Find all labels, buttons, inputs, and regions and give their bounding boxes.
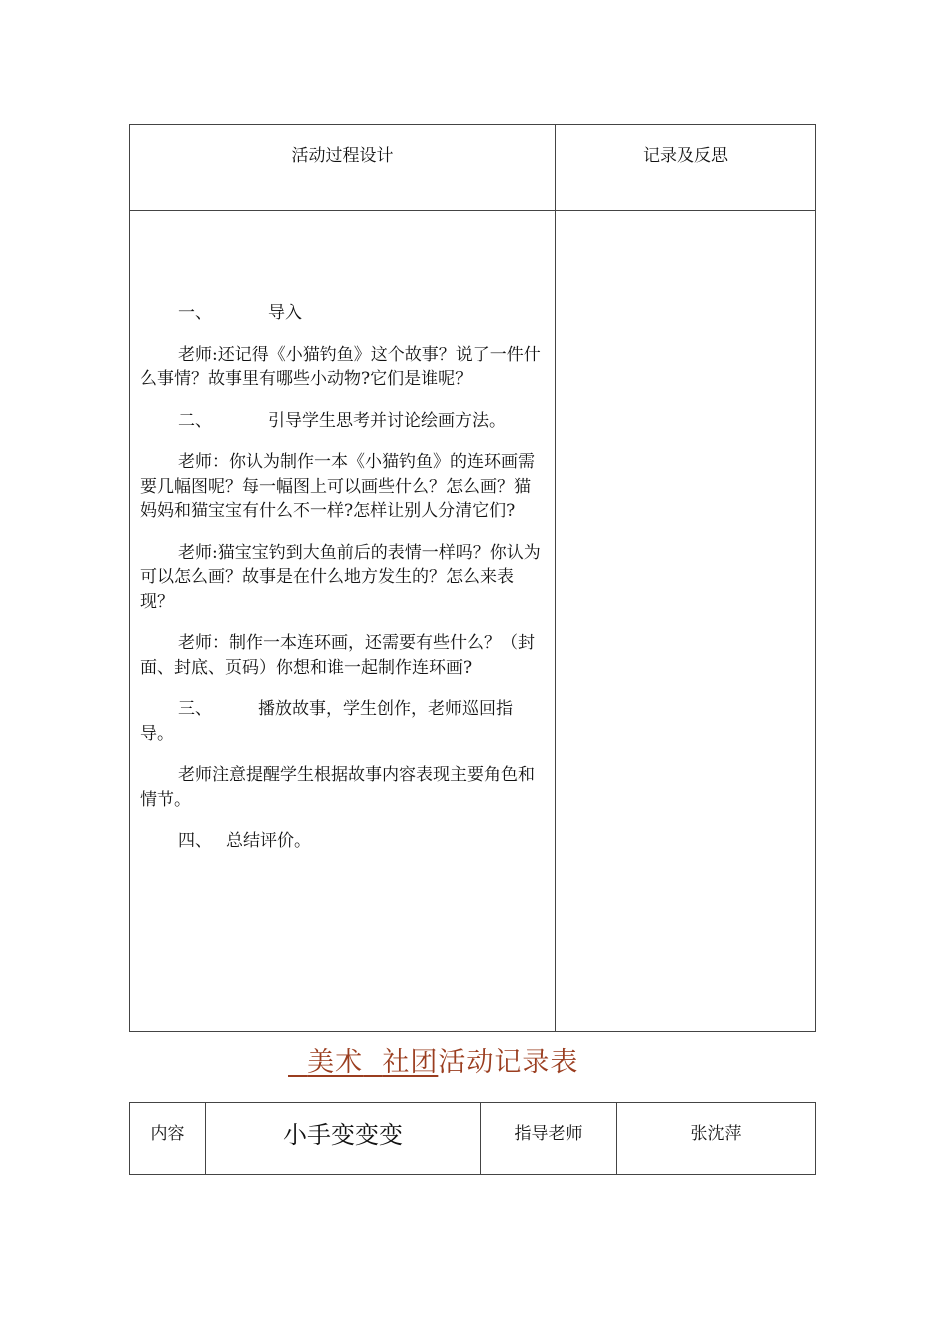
section-number: 一、 bbox=[178, 303, 212, 323]
paragraph-text: 老师：你认为制作一本《小猫钓鱼》的连环画需要几幅图呢？每一幅图上可以画些什么？怎么画？猫妈妈和猫宝宝有什么不一样?怎样让别人分清它们? bbox=[140, 452, 535, 521]
teacher-value: 张沈萍 bbox=[617, 1103, 816, 1175]
paragraph-text: 老师:猫宝宝钓到大鱼前后的表情一样吗？你认为可以怎么画？故事是在什么地方发生的？怎么来表现？ bbox=[140, 542, 541, 612]
record-reflection-header: 记录及反思 bbox=[556, 125, 816, 211]
section-heading bbox=[140, 829, 541, 854]
paragraph-text: 播放故事，学生创作，老师巡回指导。 bbox=[140, 699, 513, 744]
activity-design-header: 活动过程设计 bbox=[130, 125, 556, 211]
title-record-form: 活动记录表 bbox=[438, 1047, 579, 1078]
paragraph bbox=[140, 343, 541, 392]
title-art: 美术 社团 bbox=[307, 1047, 439, 1078]
paragraph bbox=[140, 631, 541, 680]
paragraph bbox=[140, 763, 541, 812]
paragraph-text: 导入 bbox=[268, 303, 302, 323]
section-number: 四、 bbox=[178, 831, 212, 851]
section-heading bbox=[140, 697, 541, 746]
paragraph bbox=[140, 541, 541, 615]
club-info-table bbox=[129, 1102, 816, 1175]
record-reflection-content bbox=[556, 211, 816, 1032]
paragraph-text: 老师:还记得《小猫钓鱼》这个故事？说了一件什么事情？故事里有哪些小动物?它们是谁呢？ bbox=[140, 344, 541, 389]
activity-process-table bbox=[129, 124, 816, 1032]
section-heading bbox=[140, 301, 541, 326]
content-label: 内容 bbox=[130, 1103, 206, 1175]
paragraph-text: 总结评价。 bbox=[226, 831, 311, 851]
paragraph-text: 引导学生思考并讨论绘画方法。 bbox=[268, 410, 506, 431]
paragraph-text: 老师注意提醒学生根据故事内容表现主要角色和情节。 bbox=[140, 765, 535, 810]
paragraph-text: 老师：制作一本连环画，还需要有些什么？（封面、封底、页码）你想和谁一起制作连环画? bbox=[140, 633, 535, 678]
paragraph bbox=[140, 450, 541, 524]
section-number: 三、 bbox=[178, 699, 212, 719]
content-value: 小手变变变 bbox=[206, 1103, 481, 1175]
activity-design-content bbox=[130, 211, 556, 1032]
section-number: 二、 bbox=[178, 410, 212, 431]
teacher-label: 指导老师 bbox=[481, 1103, 617, 1175]
section-heading bbox=[140, 409, 541, 434]
page-title bbox=[288, 1040, 578, 1079]
